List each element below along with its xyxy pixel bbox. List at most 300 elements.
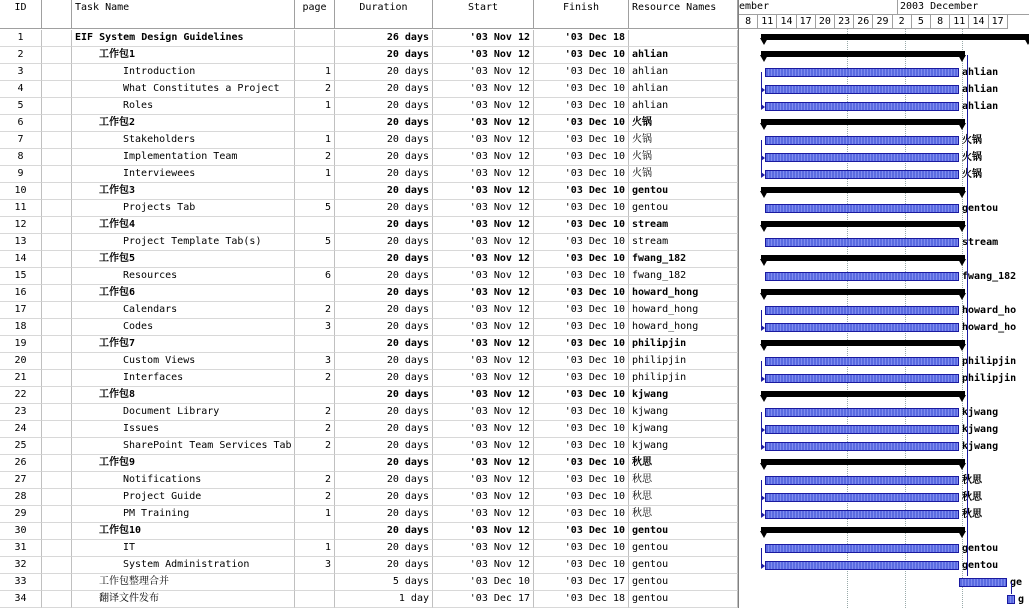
cell-res[interactable]: ahlian	[629, 47, 738, 64]
cell-page[interactable]	[295, 285, 335, 302]
gantt-chart[interactable]	[738, 0, 1029, 608]
col-header-task-name[interactable]	[72, 0, 295, 29]
task-row[interactable]	[0, 132, 738, 149]
cell-duration[interactable]: 20 days	[335, 268, 433, 285]
task-row[interactable]	[0, 557, 738, 574]
cell-res[interactable]: gentou	[629, 200, 738, 217]
task-row[interactable]	[0, 319, 738, 336]
cell-duration[interactable]: 20 days	[335, 64, 433, 81]
cell-start[interactable]: '03 Nov 12	[433, 30, 534, 47]
task-row[interactable]	[0, 217, 738, 234]
cell-page[interactable]	[295, 336, 335, 353]
cell-res[interactable]: 秋思	[629, 455, 738, 472]
indicator-cell[interactable]	[42, 234, 72, 251]
cell-id[interactable]: 17	[0, 302, 42, 319]
cell-start[interactable]: '03 Nov 12	[433, 268, 534, 285]
task-row[interactable]	[0, 149, 738, 166]
cell-id[interactable]: 5	[0, 98, 42, 115]
indicator-cell[interactable]	[42, 387, 72, 404]
cell-start[interactable]: '03 Nov 12	[433, 523, 534, 540]
cell-finish[interactable]: '03 Dec 10	[534, 421, 629, 438]
cell-res[interactable]: philipjin	[629, 336, 738, 353]
cell-name[interactable]: Notifications	[72, 472, 295, 489]
cell-res[interactable]: 火锅	[629, 132, 738, 149]
cell-res[interactable]: howard_hong	[629, 319, 738, 336]
cell-start[interactable]: '03 Dec 10	[433, 574, 534, 591]
indicator-cell[interactable]	[42, 268, 72, 285]
cell-start[interactable]: '03 Nov 12	[433, 421, 534, 438]
cell-finish[interactable]: '03 Dec 10	[534, 370, 629, 387]
cell-name[interactable]: 工作包9	[72, 455, 295, 472]
cell-duration[interactable]: 20 days	[335, 353, 433, 370]
cell-page[interactable]: 3	[295, 557, 335, 574]
cell-start[interactable]: '03 Nov 12	[433, 285, 534, 302]
cell-start[interactable]: '03 Nov 12	[433, 81, 534, 98]
task-row[interactable]	[0, 166, 738, 183]
cell-finish[interactable]: '03 Dec 10	[534, 64, 629, 81]
cell-start[interactable]: '03 Nov 12	[433, 251, 534, 268]
indicator-cell[interactable]	[42, 591, 72, 608]
indicator-cell[interactable]	[42, 64, 72, 81]
cell-page[interactable]: 2	[295, 302, 335, 319]
cell-res[interactable]: ahlian	[629, 81, 738, 98]
cell-name[interactable]: Projects Tab	[72, 200, 295, 217]
cell-start[interactable]: '03 Nov 12	[433, 319, 534, 336]
cell-id[interactable]: 9	[0, 166, 42, 183]
cell-id[interactable]: 7	[0, 132, 42, 149]
indicator-cell[interactable]	[42, 217, 72, 234]
indicator-cell[interactable]	[42, 353, 72, 370]
cell-name[interactable]: Roles	[72, 98, 295, 115]
col-header-page[interactable]	[295, 0, 335, 29]
indicator-cell[interactable]	[42, 132, 72, 149]
indicator-cell[interactable]	[42, 421, 72, 438]
indicator-cell[interactable]	[42, 30, 72, 47]
task-row[interactable]	[0, 98, 738, 115]
indicator-cell[interactable]	[42, 557, 72, 574]
cell-duration[interactable]: 20 days	[335, 47, 433, 64]
cell-name[interactable]: Document Library	[72, 404, 295, 421]
cell-res[interactable]: 秋思	[629, 506, 738, 523]
indicator-cell[interactable]	[42, 472, 72, 489]
cell-page[interactable]	[295, 574, 335, 591]
cell-id[interactable]: 4	[0, 81, 42, 98]
cell-start[interactable]: '03 Nov 12	[433, 387, 534, 404]
cell-page[interactable]: 1	[295, 166, 335, 183]
cell-id[interactable]: 33	[0, 574, 42, 591]
cell-duration[interactable]: 5 days	[335, 574, 433, 591]
cell-start[interactable]: '03 Nov 12	[433, 455, 534, 472]
cell-res[interactable]: philipjin	[629, 370, 738, 387]
cell-name[interactable]: Stakeholders	[72, 132, 295, 149]
cell-finish[interactable]: '03 Dec 10	[534, 302, 629, 319]
cell-res[interactable]: howard_hong	[629, 285, 738, 302]
task-row[interactable]	[0, 591, 738, 608]
cell-start[interactable]: '03 Nov 12	[433, 64, 534, 81]
cell-finish[interactable]: '03 Dec 10	[534, 319, 629, 336]
cell-duration[interactable]: 26 days	[335, 30, 433, 47]
cell-res[interactable]: ahlian	[629, 64, 738, 81]
cell-page[interactable]: 5	[295, 200, 335, 217]
cell-page[interactable]: 1	[295, 98, 335, 115]
cell-name[interactable]: 工作包6	[72, 285, 295, 302]
task-row[interactable]	[0, 251, 738, 268]
cell-res[interactable]: 火锅	[629, 166, 738, 183]
cell-start[interactable]: '03 Nov 12	[433, 438, 534, 455]
task-row[interactable]	[0, 47, 738, 64]
cell-page[interactable]	[295, 47, 335, 64]
cell-duration[interactable]: 20 days	[335, 81, 433, 98]
cell-id[interactable]: 1	[0, 30, 42, 47]
cell-start[interactable]: '03 Nov 12	[433, 217, 534, 234]
cell-finish[interactable]: '03 Dec 18	[534, 591, 629, 608]
cell-duration[interactable]: 1 day	[335, 591, 433, 608]
task-row[interactable]	[0, 387, 738, 404]
cell-duration[interactable]: 20 days	[335, 421, 433, 438]
cell-finish[interactable]: '03 Dec 10	[534, 523, 629, 540]
col-header-id[interactable]	[0, 0, 42, 29]
cell-res[interactable]: fwang_182	[629, 251, 738, 268]
cell-res[interactable]: philipjin	[629, 353, 738, 370]
cell-res[interactable]: ahlian	[629, 98, 738, 115]
col-header-duration[interactable]	[335, 0, 433, 29]
indicator-cell[interactable]	[42, 302, 72, 319]
cell-page[interactable]: 3	[295, 353, 335, 370]
task-row[interactable]	[0, 421, 738, 438]
cell-name[interactable]: 工作包1	[72, 47, 295, 64]
indicator-cell[interactable]	[42, 404, 72, 421]
cell-page[interactable]: 2	[295, 472, 335, 489]
cell-start[interactable]: '03 Nov 12	[433, 234, 534, 251]
cell-duration[interactable]: 20 days	[335, 234, 433, 251]
cell-page[interactable]	[295, 251, 335, 268]
col-header-resource-names[interactable]	[629, 0, 738, 29]
cell-id[interactable]: 27	[0, 472, 42, 489]
cell-res[interactable]: gentou	[629, 540, 738, 557]
task-row[interactable]	[0, 472, 738, 489]
cell-name[interactable]: Interviewees	[72, 166, 295, 183]
task-row[interactable]	[0, 268, 738, 285]
cell-duration[interactable]: 20 days	[335, 149, 433, 166]
cell-finish[interactable]: '03 Dec 10	[534, 489, 629, 506]
cell-page[interactable]	[295, 30, 335, 47]
indicator-cell[interactable]	[42, 98, 72, 115]
cell-duration[interactable]: 20 days	[335, 489, 433, 506]
cell-duration[interactable]: 20 days	[335, 404, 433, 421]
cell-id[interactable]: 10	[0, 183, 42, 200]
cell-id[interactable]: 24	[0, 421, 42, 438]
cell-name[interactable]: Calendars	[72, 302, 295, 319]
cell-res[interactable]: stream	[629, 234, 738, 251]
task-row[interactable]	[0, 64, 738, 81]
cell-start[interactable]: '03 Dec 17	[433, 591, 534, 608]
indicator-cell[interactable]	[42, 251, 72, 268]
cell-name[interactable]: 工作包5	[72, 251, 295, 268]
cell-finish[interactable]: '03 Dec 10	[534, 98, 629, 115]
task-row[interactable]	[0, 523, 738, 540]
cell-start[interactable]: '03 Nov 12	[433, 506, 534, 523]
cell-name[interactable]: 工作包4	[72, 217, 295, 234]
cell-duration[interactable]: 20 days	[335, 319, 433, 336]
task-row[interactable]	[0, 234, 738, 251]
cell-finish[interactable]: '03 Dec 10	[534, 234, 629, 251]
cell-finish[interactable]: '03 Dec 10	[534, 251, 629, 268]
cell-finish[interactable]: '03 Dec 10	[534, 336, 629, 353]
cell-id[interactable]: 29	[0, 506, 42, 523]
cell-id[interactable]: 16	[0, 285, 42, 302]
cell-page[interactable]: 2	[295, 404, 335, 421]
cell-id[interactable]: 28	[0, 489, 42, 506]
cell-page[interactable]: 1	[295, 132, 335, 149]
cell-duration[interactable]: 20 days	[335, 455, 433, 472]
cell-start[interactable]: '03 Nov 12	[433, 336, 534, 353]
task-row[interactable]	[0, 455, 738, 472]
cell-page[interactable]: 2	[295, 370, 335, 387]
task-row[interactable]	[0, 540, 738, 557]
cell-duration[interactable]: 20 days	[335, 336, 433, 353]
cell-start[interactable]: '03 Nov 12	[433, 557, 534, 574]
cell-duration[interactable]: 20 days	[335, 183, 433, 200]
task-row[interactable]	[0, 574, 738, 591]
task-row[interactable]	[0, 506, 738, 523]
task-row[interactable]	[0, 200, 738, 217]
cell-finish[interactable]: '03 Dec 10	[534, 285, 629, 302]
cell-finish[interactable]: '03 Dec 10	[534, 81, 629, 98]
cell-page[interactable]: 2	[295, 489, 335, 506]
cell-res[interactable]: stream	[629, 217, 738, 234]
indicator-cell[interactable]	[42, 540, 72, 557]
cell-name[interactable]: 工作包10	[72, 523, 295, 540]
cell-name[interactable]: 工作包7	[72, 336, 295, 353]
cell-start[interactable]: '03 Nov 12	[433, 115, 534, 132]
col-header-finish[interactable]	[534, 0, 629, 29]
cell-res[interactable]: 秋思	[629, 472, 738, 489]
cell-duration[interactable]: 20 days	[335, 523, 433, 540]
cell-finish[interactable]: '03 Dec 10	[534, 115, 629, 132]
cell-name[interactable]: Resources	[72, 268, 295, 285]
cell-start[interactable]: '03 Nov 12	[433, 183, 534, 200]
indicator-cell[interactable]	[42, 455, 72, 472]
cell-page[interactable]: 5	[295, 234, 335, 251]
cell-name[interactable]: Issues	[72, 421, 295, 438]
task-row[interactable]	[0, 81, 738, 98]
cell-start[interactable]: '03 Nov 12	[433, 98, 534, 115]
cell-res[interactable]: 火锅	[629, 115, 738, 132]
cell-name[interactable]: Project Guide	[72, 489, 295, 506]
cell-id[interactable]: 12	[0, 217, 42, 234]
cell-finish[interactable]: '03 Dec 10	[534, 166, 629, 183]
cell-res[interactable]: gentou	[629, 591, 738, 608]
cell-page[interactable]	[295, 387, 335, 404]
cell-start[interactable]: '03 Nov 12	[433, 302, 534, 319]
cell-name[interactable]: System Administration	[72, 557, 295, 574]
task-row[interactable]	[0, 30, 738, 47]
indicator-cell[interactable]	[42, 149, 72, 166]
cell-res[interactable]: gentou	[629, 574, 738, 591]
cell-name[interactable]: Project Template Tab(s)	[72, 234, 295, 251]
indicator-cell[interactable]	[42, 523, 72, 540]
cell-finish[interactable]: '03 Dec 10	[534, 217, 629, 234]
cell-start[interactable]: '03 Nov 12	[433, 47, 534, 64]
cell-finish[interactable]: '03 Dec 10	[534, 387, 629, 404]
cell-name[interactable]: PM Training	[72, 506, 295, 523]
cell-page[interactable]: 6	[295, 268, 335, 285]
indicator-cell[interactable]	[42, 47, 72, 64]
cell-start[interactable]: '03 Nov 12	[433, 489, 534, 506]
cell-duration[interactable]: 20 days	[335, 251, 433, 268]
cell-start[interactable]: '03 Nov 12	[433, 132, 534, 149]
cell-res[interactable]: gentou	[629, 557, 738, 574]
cell-page[interactable]	[295, 183, 335, 200]
cell-name[interactable]: What Constitutes a Project	[72, 81, 295, 98]
cell-page[interactable]: 2	[295, 421, 335, 438]
cell-start[interactable]: '03 Nov 12	[433, 370, 534, 387]
cell-finish[interactable]: '03 Dec 10	[534, 132, 629, 149]
task-row[interactable]	[0, 489, 738, 506]
cell-id[interactable]: 14	[0, 251, 42, 268]
cell-name[interactable]: Custom Views	[72, 353, 295, 370]
cell-start[interactable]: '03 Nov 12	[433, 200, 534, 217]
cell-duration[interactable]: 20 days	[335, 506, 433, 523]
indicator-cell[interactable]	[42, 506, 72, 523]
cell-page[interactable]	[295, 217, 335, 234]
cell-name[interactable]: 工作包8	[72, 387, 295, 404]
cell-res[interactable]: 秋思	[629, 489, 738, 506]
cell-name[interactable]: 工作包3	[72, 183, 295, 200]
indicator-cell[interactable]	[42, 200, 72, 217]
cell-duration[interactable]: 20 days	[335, 387, 433, 404]
indicator-cell[interactable]	[42, 166, 72, 183]
cell-res[interactable]	[629, 30, 738, 47]
cell-page[interactable]	[295, 115, 335, 132]
cell-id[interactable]: 15	[0, 268, 42, 285]
cell-start[interactable]: '03 Nov 12	[433, 166, 534, 183]
cell-finish[interactable]: '03 Dec 10	[534, 353, 629, 370]
cell-finish[interactable]: '03 Dec 10	[534, 540, 629, 557]
indicator-cell[interactable]	[42, 336, 72, 353]
cell-duration[interactable]: 20 days	[335, 302, 433, 319]
cell-finish[interactable]: '03 Dec 10	[534, 455, 629, 472]
cell-id[interactable]: 13	[0, 234, 42, 251]
cell-finish[interactable]: '03 Dec 10	[534, 506, 629, 523]
cell-page[interactable]: 2	[295, 149, 335, 166]
cell-duration[interactable]: 20 days	[335, 472, 433, 489]
indicator-cell[interactable]	[42, 574, 72, 591]
cell-page[interactable]: 1	[295, 540, 335, 557]
cell-start[interactable]: '03 Nov 12	[433, 404, 534, 421]
cell-page[interactable]: 1	[295, 506, 335, 523]
task-row[interactable]	[0, 302, 738, 319]
indicator-cell[interactable]	[42, 285, 72, 302]
cell-res[interactable]: fwang_182	[629, 268, 738, 285]
cell-page[interactable]: 1	[295, 64, 335, 81]
indicator-cell[interactable]	[42, 489, 72, 506]
cell-finish[interactable]: '03 Dec 10	[534, 438, 629, 455]
cell-res[interactable]: kjwang	[629, 387, 738, 404]
cell-start[interactable]: '03 Nov 12	[433, 353, 534, 370]
task-row[interactable]	[0, 336, 738, 353]
cell-id[interactable]: 3	[0, 64, 42, 81]
cell-finish[interactable]: '03 Dec 17	[534, 574, 629, 591]
cell-finish[interactable]: '03 Dec 10	[534, 557, 629, 574]
task-row[interactable]	[0, 183, 738, 200]
cell-name[interactable]: EIF System Design Guidelines	[72, 30, 295, 47]
cell-page[interactable]	[295, 455, 335, 472]
cell-id[interactable]: 11	[0, 200, 42, 217]
cell-page[interactable]	[295, 591, 335, 608]
cell-finish[interactable]: '03 Dec 10	[534, 183, 629, 200]
cell-duration[interactable]: 20 days	[335, 285, 433, 302]
cell-start[interactable]: '03 Nov 12	[433, 472, 534, 489]
cell-name[interactable]: Implementation Team	[72, 149, 295, 166]
cell-id[interactable]: 18	[0, 319, 42, 336]
cell-name[interactable]: 工作包2	[72, 115, 295, 132]
cell-id[interactable]: 32	[0, 557, 42, 574]
cell-res[interactable]: kjwang	[629, 404, 738, 421]
cell-res[interactable]: howard_hong	[629, 302, 738, 319]
cell-duration[interactable]: 20 days	[335, 217, 433, 234]
task-row[interactable]	[0, 285, 738, 302]
cell-id[interactable]: 19	[0, 336, 42, 353]
task-row[interactable]	[0, 353, 738, 370]
cell-duration[interactable]: 20 days	[335, 132, 433, 149]
cell-res[interactable]: 火锅	[629, 149, 738, 166]
cell-id[interactable]: 8	[0, 149, 42, 166]
cell-id[interactable]: 23	[0, 404, 42, 421]
cell-name[interactable]: SharePoint Team Services Tab	[72, 438, 295, 455]
cell-id[interactable]: 20	[0, 353, 42, 370]
indicator-cell[interactable]	[42, 438, 72, 455]
cell-duration[interactable]: 20 days	[335, 540, 433, 557]
cell-res[interactable]: gentou	[629, 523, 738, 540]
cell-id[interactable]: 26	[0, 455, 42, 472]
cell-name[interactable]: Interfaces	[72, 370, 295, 387]
task-row[interactable]	[0, 115, 738, 132]
cell-duration[interactable]: 20 days	[335, 438, 433, 455]
cell-page[interactable]: 3	[295, 319, 335, 336]
col-header-start[interactable]	[433, 0, 534, 29]
task-row[interactable]	[0, 370, 738, 387]
cell-name[interactable]: IT	[72, 540, 295, 557]
cell-page[interactable]: 2	[295, 81, 335, 98]
cell-res[interactable]: gentou	[629, 183, 738, 200]
cell-duration[interactable]: 20 days	[335, 557, 433, 574]
cell-id[interactable]: 34	[0, 591, 42, 608]
cell-finish[interactable]: '03 Dec 10	[534, 149, 629, 166]
cell-id[interactable]: 6	[0, 115, 42, 132]
indicator-cell[interactable]	[42, 370, 72, 387]
cell-start[interactable]: '03 Nov 12	[433, 540, 534, 557]
cell-id[interactable]: 22	[0, 387, 42, 404]
cell-id[interactable]: 30	[0, 523, 42, 540]
cell-page[interactable]: 2	[295, 438, 335, 455]
cell-start[interactable]: '03 Nov 12	[433, 149, 534, 166]
cell-finish[interactable]: '03 Dec 18	[534, 30, 629, 47]
indicator-cell[interactable]	[42, 115, 72, 132]
cell-id[interactable]: 21	[0, 370, 42, 387]
cell-name[interactable]: 工作包整理合并	[72, 574, 295, 591]
cell-duration[interactable]: 20 days	[335, 115, 433, 132]
cell-finish[interactable]: '03 Dec 10	[534, 268, 629, 285]
col-header-indicators[interactable]	[42, 0, 72, 29]
cell-finish[interactable]: '03 Dec 10	[534, 200, 629, 217]
cell-name[interactable]: Codes	[72, 319, 295, 336]
cell-duration[interactable]: 20 days	[335, 200, 433, 217]
cell-finish[interactable]: '03 Dec 10	[534, 404, 629, 421]
cell-id[interactable]: 2	[0, 47, 42, 64]
indicator-cell[interactable]	[42, 183, 72, 200]
indicator-cell[interactable]	[42, 319, 72, 336]
